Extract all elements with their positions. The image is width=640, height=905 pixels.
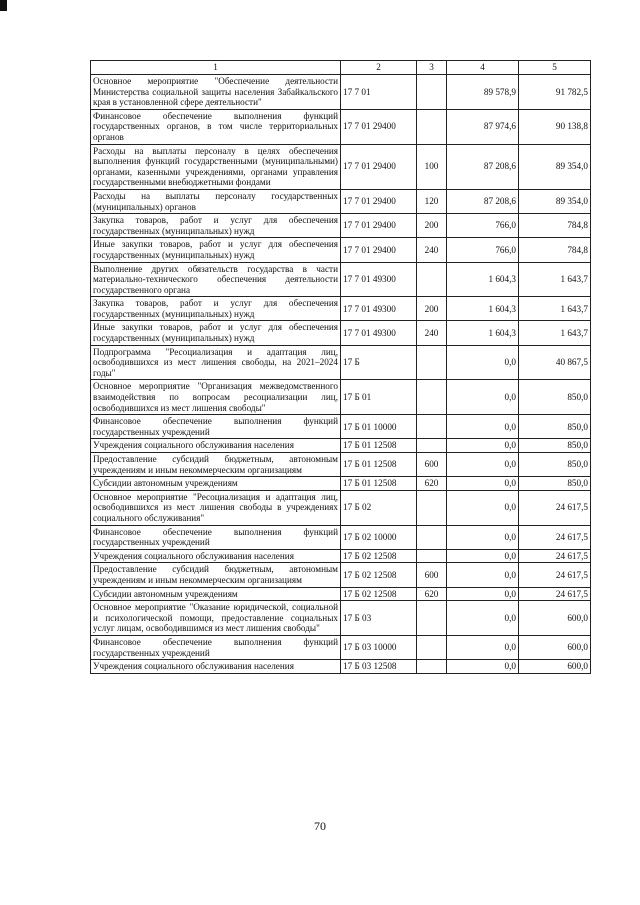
row-code-cell: 17 Б 02 12508 [341,563,417,587]
row-name-cell: Закупка товаров, работ и услуг для обеспечения государственных (муниципальных) нужд [91,297,341,321]
row-name-cell: Субсидии автономным учреждениям [91,587,341,601]
row-value-col5-cell: 600,0 [519,660,591,674]
row-code-cell: 17 Б 01 [341,380,417,415]
row-expense-type-cell [417,345,447,380]
row-code-cell: 17 Б 02 [341,490,417,525]
row-code-cell: 17 7 01 29400 [341,109,417,144]
page-number: 70 [314,819,326,833]
row-name-cell: Финансовое обеспечение выполнения функций государственных органов, в том числе территориальных органов [91,109,341,144]
row-value-col4-cell: 0,0 [447,490,519,525]
row-code-cell: 17 7 01 29400 [341,144,417,189]
row-name-cell: Подпрограмма "Ресоциализация и адаптация лиц, освободившихся из мест лишения свободы, на 2021–2024 годы" [91,345,341,380]
row-code-cell: 17 Б [341,345,417,380]
table-row [91,238,591,262]
row-value-col4-cell: 1 604,3 [447,297,519,321]
row-value-col5-cell: 1 643,7 [519,262,591,297]
row-name-cell: Учреждения социального обслуживания населения [91,549,341,563]
row-value-col5-cell: 850,0 [519,477,591,491]
row-name-cell: Финансовое обеспечение выполнения функций государственных учреждений [91,415,341,439]
row-code-cell: 17 7 01 49300 [341,297,417,321]
row-code-cell: 17 Б 01 12508 [341,477,417,491]
table-row [91,321,591,345]
row-value-col4-cell: 0,0 [447,380,519,415]
row-value-col5-cell: 24 617,5 [519,525,591,549]
scan-corner-mark [0,0,7,11]
row-code-cell: 17 7 01 29400 [341,214,417,238]
header-col-3: 3 [417,61,447,75]
row-code-cell: 17 Б 02 12508 [341,549,417,563]
row-expense-type-cell: 600 [417,453,447,477]
table-row [91,214,591,238]
row-value-col4-cell: 89 578,9 [447,75,519,110]
row-code-cell: 17 Б 03 10000 [341,635,417,659]
row-name-cell: Предоставление субсидий бюджетным, автономным учреждениям и иным некоммерческим организациям [91,453,341,477]
table-row [91,297,591,321]
table-row [91,660,591,674]
table-row [91,144,591,189]
table-row [91,635,591,659]
table-row [91,439,591,453]
table-row [91,525,591,549]
row-name-cell: Иные закупки товаров, работ и услуг для обеспечения государственных (муниципальных) нужд [91,321,341,345]
row-code-cell: 17 Б 02 10000 [341,525,417,549]
table-row [91,490,591,525]
row-expense-type-cell: 100 [417,144,447,189]
table-row [91,587,591,601]
row-code-cell: 17 Б 01 12508 [341,453,417,477]
row-expense-type-cell: 240 [417,238,447,262]
row-expense-type-cell: 240 [417,321,447,345]
row-expense-type-cell: 620 [417,477,447,491]
row-code-cell: 17 7 01 [341,75,417,110]
row-value-col4-cell: 0,0 [447,587,519,601]
row-value-col4-cell: 0,0 [447,563,519,587]
row-name-cell: Выполнение других обязательств государства в части материально-технического обеспечения деятельности государственного органа [91,262,341,297]
row-expense-type-cell: 620 [417,587,447,601]
row-value-col4-cell: 1 604,3 [447,262,519,297]
row-name-cell: Учреждения социального обслуживания населения [91,660,341,674]
table-row [91,380,591,415]
row-name-cell: Финансовое обеспечение выполнения функций государственных учреждений [91,635,341,659]
row-value-col5-cell: 24 617,5 [519,587,591,601]
row-expense-type-cell: 200 [417,214,447,238]
row-expense-type-cell [417,549,447,563]
header-col-1: 1 [91,61,341,75]
row-code-cell: 17 Б 03 [341,601,417,636]
row-value-col5-cell: 850,0 [519,453,591,477]
row-expense-type-cell [417,490,447,525]
header-col-2: 2 [341,61,417,75]
row-value-col4-cell: 87 208,6 [447,144,519,189]
row-value-col4-cell: 0,0 [447,660,519,674]
table-row [91,109,591,144]
row-expense-type-cell: 600 [417,563,447,587]
row-value-col5-cell: 850,0 [519,380,591,415]
row-name-cell: Иные закупки товаров, работ и услуг для обеспечения государственных (муниципальных) нужд [91,238,341,262]
row-value-col5-cell: 600,0 [519,601,591,636]
row-value-col4-cell: 1 604,3 [447,321,519,345]
table-body [91,75,591,674]
row-name-cell: Основное мероприятие "Обеспечение деятельности Министерства социальной защиты населения Забайкальского края в установленной сфере деятельности" [91,75,341,110]
table-row [91,549,591,563]
row-expense-type-cell [417,380,447,415]
row-value-col5-cell: 40 867,5 [519,345,591,380]
table-row [91,563,591,587]
row-value-col5-cell: 784,8 [519,238,591,262]
row-expense-type-cell [417,635,447,659]
row-value-col4-cell: 0,0 [447,549,519,563]
row-value-col4-cell: 0,0 [447,525,519,549]
row-value-col5-cell: 784,8 [519,214,591,238]
row-name-cell: Основное мероприятие "Оказание юридической, социальной и психологической помощи, предоставление социальных услуг лицам, освободившимся из мест лишения свободы" [91,601,341,636]
header-col-5: 5 [519,61,591,75]
row-expense-type-cell [417,75,447,110]
row-expense-type-cell [417,439,447,453]
row-value-col4-cell: 0,0 [447,453,519,477]
row-code-cell: 17 Б 01 10000 [341,415,417,439]
table-row [91,262,591,297]
row-code-cell: 17 7 01 29400 [341,189,417,213]
row-name-cell: Предоставление субсидий бюджетным, автономным учреждениям и иным некоммерческим организациям [91,563,341,587]
table-row [91,453,591,477]
row-value-col5-cell: 89 354,0 [519,189,591,213]
row-name-cell: Расходы на выплаты персоналу в целях обеспечения выполнения функций государственными (муниципальными) органами, казенными учреждениями, органами управления государственными внебюджетными фондами [91,144,341,189]
row-value-col5-cell: 850,0 [519,415,591,439]
row-value-col5-cell: 24 617,5 [519,563,591,587]
row-value-col4-cell: 87 974,6 [447,109,519,144]
row-value-col4-cell: 0,0 [447,345,519,380]
table-header-row [91,61,591,75]
row-value-col5-cell: 24 617,5 [519,549,591,563]
row-value-col4-cell: 87 208,6 [447,189,519,213]
row-code-cell: 17 Б 02 12508 [341,587,417,601]
row-code-cell: 17 7 01 49300 [341,262,417,297]
budget-table [90,60,591,674]
row-expense-type-cell [417,262,447,297]
row-expense-type-cell: 120 [417,189,447,213]
table-row [91,345,591,380]
row-name-cell: Учреждения социального обслуживания населения [91,439,341,453]
row-code-cell: 17 Б 01 12508 [341,439,417,453]
row-value-col4-cell: 0,0 [447,601,519,636]
row-expense-type-cell: 200 [417,297,447,321]
row-expense-type-cell [417,525,447,549]
row-value-col4-cell: 0,0 [447,439,519,453]
row-name-cell: Основное мероприятие "Организация межведомственного взаимодействия по вопросам ресоциализации лиц, освободившихся из мест лишения свободы" [91,380,341,415]
row-value-col5-cell: 24 617,5 [519,490,591,525]
table-row [91,415,591,439]
row-expense-type-cell [417,660,447,674]
header-col-4: 4 [447,61,519,75]
row-value-col4-cell: 0,0 [447,415,519,439]
row-value-col5-cell: 90 138,8 [519,109,591,144]
row-value-col4-cell: 0,0 [447,635,519,659]
table-row [91,477,591,491]
row-value-col4-cell: 766,0 [447,214,519,238]
row-name-cell: Основное мероприятие "Ресоциализация и адаптация лиц, освободившихся из мест лишения свободы в учреждениях социального обслуживания" [91,490,341,525]
row-value-col5-cell: 850,0 [519,439,591,453]
row-value-col5-cell: 1 643,7 [519,297,591,321]
row-expense-type-cell [417,601,447,636]
row-code-cell: 17 7 01 29400 [341,238,417,262]
row-name-cell: Финансовое обеспечение выполнения функций государственных учреждений [91,525,341,549]
table-row [91,601,591,636]
table-row [91,189,591,213]
table-row [91,75,591,110]
row-value-col5-cell: 600,0 [519,635,591,659]
row-value-col5-cell: 89 354,0 [519,144,591,189]
row-name-cell: Расходы на выплаты персоналу государственных (муниципальных) органов [91,189,341,213]
row-value-col5-cell: 1 643,7 [519,321,591,345]
row-code-cell: 17 Б 03 12508 [341,660,417,674]
row-value-col4-cell: 766,0 [447,238,519,262]
row-value-col5-cell: 91 782,5 [519,75,591,110]
row-code-cell: 17 7 01 49300 [341,321,417,345]
row-name-cell: Субсидии автономным учреждениям [91,477,341,491]
row-name-cell: Закупка товаров, работ и услуг для обеспечения государственных (муниципальных) нужд [91,214,341,238]
row-expense-type-cell [417,415,447,439]
row-expense-type-cell [417,109,447,144]
row-value-col4-cell: 0,0 [447,477,519,491]
